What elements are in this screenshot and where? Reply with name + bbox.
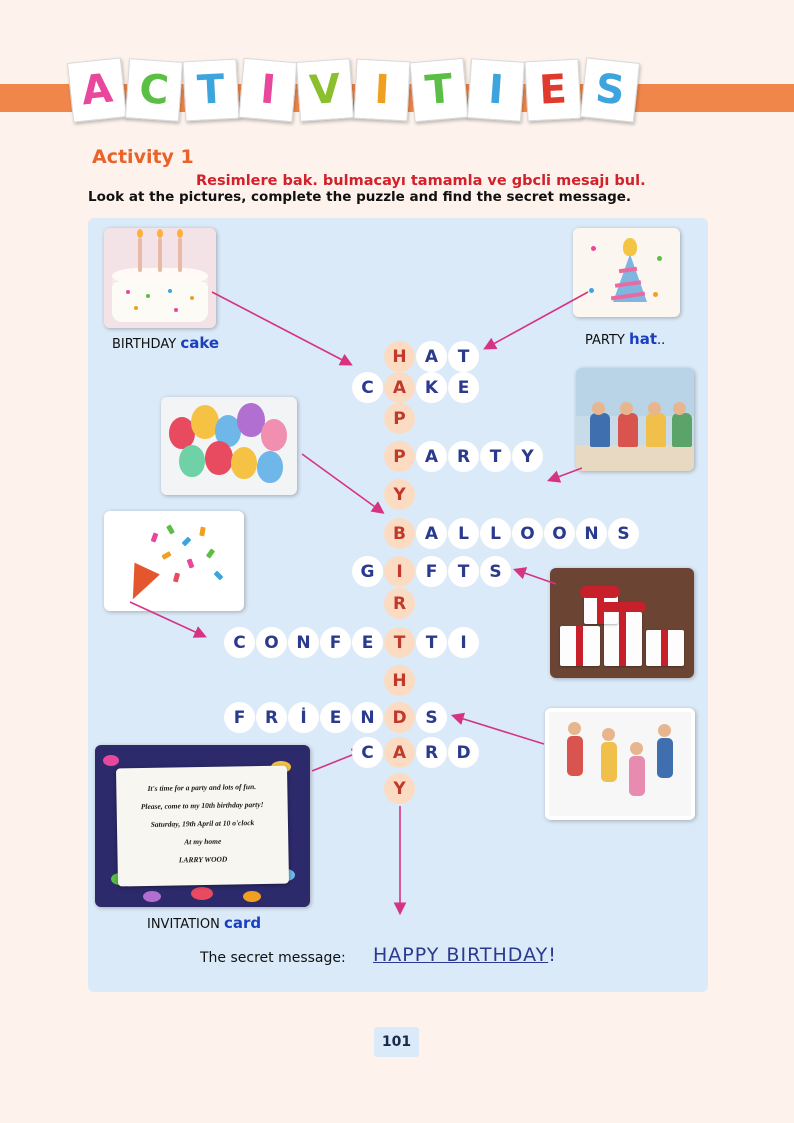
crossword-cell[interactable]: Y [384, 479, 415, 510]
crossword-cell[interactable]: T [448, 341, 479, 372]
title-letter: A [79, 65, 115, 115]
crossword-cell[interactable]: T [448, 556, 479, 587]
invitation-line: LARRY WOOD [178, 854, 228, 865]
caption-party-trail: .. [657, 333, 666, 348]
title-letter: V [307, 65, 343, 115]
crossword-cell[interactable]: B [384, 518, 415, 549]
secret-message-label: The secret message: [200, 950, 346, 966]
crossword-cell[interactable]: A [416, 441, 447, 472]
title-letter: C [137, 66, 171, 114]
caption-birthday-prompt: BIRTHDAY [112, 337, 177, 352]
crossword-cell[interactable]: P [384, 403, 415, 434]
crossword-cell[interactable]: Y [384, 773, 415, 804]
crossword-cell[interactable]: S [416, 702, 447, 733]
crossword-cell[interactable]: N [288, 627, 319, 658]
crossword-cell[interactable]: F [416, 556, 447, 587]
crossword-cell[interactable]: I [384, 556, 415, 587]
secret-answer-exclamation: ! [548, 944, 557, 966]
crossword-cell[interactable]: T [480, 441, 511, 472]
crossword-cell[interactable]: P [384, 441, 415, 472]
crossword-cell[interactable]: N [576, 518, 607, 549]
crossword-cell[interactable]: R [256, 702, 287, 733]
instruction-turkish: Resimlere bak. bulmacayı tamamla ve gbcli mesajı bul. [196, 173, 646, 189]
title-letter: T [423, 65, 455, 115]
crossword-cell[interactable]: G [352, 556, 383, 587]
title-letter: I [258, 66, 278, 114]
crossword-cell[interactable]: E [448, 372, 479, 403]
crossword-cell[interactable]: İ [288, 702, 319, 733]
crossword-cell[interactable]: C [352, 372, 383, 403]
invitation-line: Saturday, 19th April at 10 o'clock [150, 818, 255, 829]
secret-message-answer [373, 944, 557, 966]
crossword-cell[interactable]: T [416, 627, 447, 658]
title-letter: I [486, 66, 506, 114]
crossword-cell[interactable]: R [448, 441, 479, 472]
crossword-cell[interactable]: L [480, 518, 511, 549]
crossword-cell[interactable]: D [448, 737, 479, 768]
crossword-cell[interactable]: I [448, 627, 479, 658]
crossword-cell[interactable]: C [352, 737, 383, 768]
crossword-cell[interactable]: N [352, 702, 383, 733]
crossword-cell[interactable]: T [384, 627, 415, 658]
crossword-cell[interactable]: K [416, 372, 447, 403]
secret-answer-text: HAPPY BIRTHDAY [373, 944, 549, 966]
caption-birthday-answer: cake [180, 334, 220, 352]
crossword-cell[interactable]: H [384, 665, 415, 696]
crossword-cell[interactable]: Y [512, 441, 543, 472]
invitation-line: It's time for a party and lots of fun. [147, 782, 257, 793]
caption-party-prompt: PARTY [585, 333, 625, 348]
activity-heading: Activity 1 [92, 146, 194, 168]
crossword-cell[interactable]: E [320, 702, 351, 733]
crossword-cell[interactable]: F [320, 627, 351, 658]
title-letter: E [538, 66, 568, 114]
crossword-cell[interactable]: H [384, 341, 415, 372]
crossword-cell[interactable]: O [544, 518, 575, 549]
caption-party-answer: hat [629, 330, 657, 348]
invitation-line: At my home [184, 836, 222, 847]
crossword-cell[interactable]: R [384, 588, 415, 619]
title-letter: S [593, 65, 627, 115]
crossword-cell[interactable]: C [224, 627, 255, 658]
crossword-cell[interactable]: F [224, 702, 255, 733]
crossword-cell[interactable]: A [384, 737, 415, 768]
crossword-cell[interactable]: S [608, 518, 639, 549]
crossword-cell[interactable]: A [384, 372, 415, 403]
caption-invitation-answer: card [223, 914, 262, 932]
crossword-cell[interactable]: E [352, 627, 383, 658]
crossword-cell[interactable]: R [416, 737, 447, 768]
invitation-line: Please, come to my 10th birthday party! [140, 799, 264, 812]
crossword-cell[interactable]: O [512, 518, 543, 549]
title-letter: T [196, 66, 226, 114]
crossword-cell[interactable]: D [384, 702, 415, 733]
title-letter: I [373, 66, 391, 114]
page-number: 101 [374, 1027, 419, 1057]
instruction-english: Look at the pictures, complete the puzzle and find the secret message. [88, 189, 632, 205]
crossword-cell[interactable]: S [480, 556, 511, 587]
crossword-cell[interactable]: L [448, 518, 479, 549]
crossword-cell[interactable]: A [416, 518, 447, 549]
crossword-cell[interactable]: O [256, 627, 287, 658]
caption-invitation-prompt: INVITATION [147, 917, 220, 932]
crossword-cell[interactable]: A [416, 341, 447, 372]
